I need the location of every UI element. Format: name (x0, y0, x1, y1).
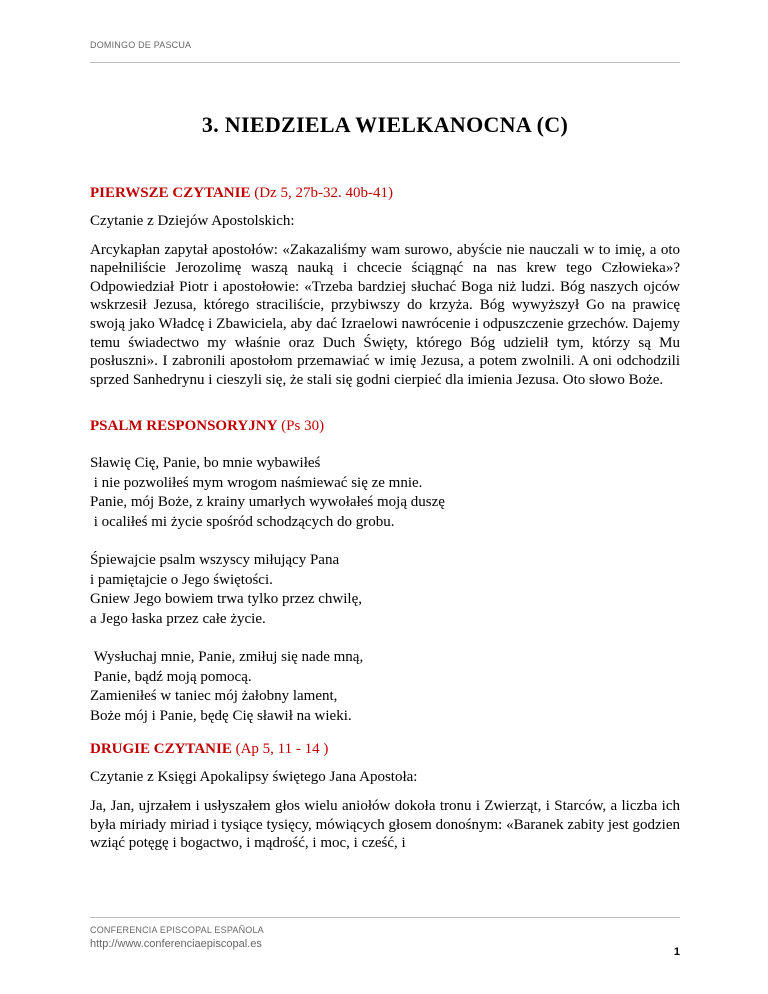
page-content (90, 112, 680, 863)
first-reading-heading (90, 184, 680, 202)
psalm-stanza-2 (90, 551, 680, 629)
first-reading-text: Arcykapłan zapytał apostołów: «Zakazaliśmy wam surowo, abyście nie nauczali w to imię, a oto napełniliście Jerozolimę waszą nauką i chcecie ściągnąć na nas krew tego Człowieka»? Odpowiedział Piotr i apostołowie: «Trzeba bardziej słuchać Boga niż ludzi. Bóg naszych ojców wskrzesił Jezusa, którego straciliście, przybiwszy do krzyża. Bóg wywyższył Go na prawicę swoją jako Władcę i Zbawiciela, aby dać Izraelowi nawrócenie i odpuszczenie grzechów. Dajemy temu świadectwo my właśnie oraz Duch Święty, którego Bóg udzielił tym, którzy są Mu posłuszni». I zabronili apostołom przemawiać w imię Jezusa, a potem zwolnili. A oni odchodzili sprzed Sanhedrynu i cieszyli się, że stali się godni cierpieć dla imienia Jezusa. Oto słowo Boże. (90, 241, 680, 388)
running-head: DOMINGO DE PASCUA (90, 40, 192, 50)
psalm-line: a Jego łaska przez całe życie. (90, 610, 266, 627)
psalm-stanza-3 (90, 648, 680, 726)
psalm-line: Gniew Jego bowiem trwa tylko przez chwilę, (90, 591, 362, 608)
psalm-line: i pamiętajcie o Jego świętości. (90, 571, 273, 588)
psalm-line: i nie pozwoliłeś mym wrogom naśmiewać się ze mnie. (90, 474, 423, 491)
psalm-line: i ocaliłeś mi życie spośród schodzących do grobu. (90, 513, 395, 530)
first-reading-reference: (Dz 5, 27b-32. 40b-41) (254, 185, 393, 201)
psalm-line: Wysłuchaj mnie, Panie, zmiłuj się nade mną, (90, 649, 364, 666)
psalm-heading (90, 417, 680, 435)
second-reading-heading (90, 740, 680, 758)
page-footer (90, 925, 680, 950)
first-reading-title: PIERWSZE CZYTANIE (90, 185, 251, 201)
psalm-reference: (Ps 30) (281, 418, 325, 435)
psalm-line: Sławię Cię, Panie, bo mnie wybawiłeś (90, 455, 321, 472)
second-reading-title: DRUGIE CZYTANIE (90, 741, 232, 758)
psalm-line: Boże mój i Panie, będę Cię sławił na wieki. (90, 707, 352, 724)
header-divider (90, 62, 680, 63)
psalm-line: Panie, mój Boże, z krainy umarłych wywołałeś moją duszę (90, 494, 445, 511)
page-title: 3. NIEDZIELA WIELKANOCNA (C) (201, 112, 569, 137)
psalm-line: Panie, bądź moją pomocą. (90, 668, 252, 685)
page-number: 1 (673, 946, 680, 958)
first-reading-intro: Czytanie z Dziejów Apostolskich: (90, 213, 295, 229)
psalm-stanza-1 (90, 454, 680, 532)
psalm-title: PSALM RESPONSORYJNY (90, 418, 278, 435)
psalm-line: Zamieniłeś w taniec mój żałobny lament, (90, 688, 338, 705)
psalm-line: Śpiewajcie psalm wszyscy miłujący Pana (90, 552, 340, 569)
second-reading-reference: (Ap 5, 11 - 14 ) (235, 741, 329, 758)
second-reading-intro: Czytanie z Księgi Apokalipsy świętego Jana Apostoła: (90, 769, 418, 786)
second-reading-text: Ja, Jan, ujrzałem i usłyszałem głos wielu aniołów dokoła tronu i Zwierząt, i Starców, a liczba ich była miriady miriad i tysiące tysięcy, mówiących głosem donośnym: «Baranek zabity jest godzien wziąć potęgę i bogactwo, i mądrość, i moc, i cześć, i (90, 797, 680, 852)
footer-divider (90, 917, 680, 918)
footer-url: http://www.conferenciaepiscopal.es (90, 938, 262, 950)
footer-organization: CONFERENCIA EPISCOPAL ESPAÑOLA (90, 925, 264, 935)
